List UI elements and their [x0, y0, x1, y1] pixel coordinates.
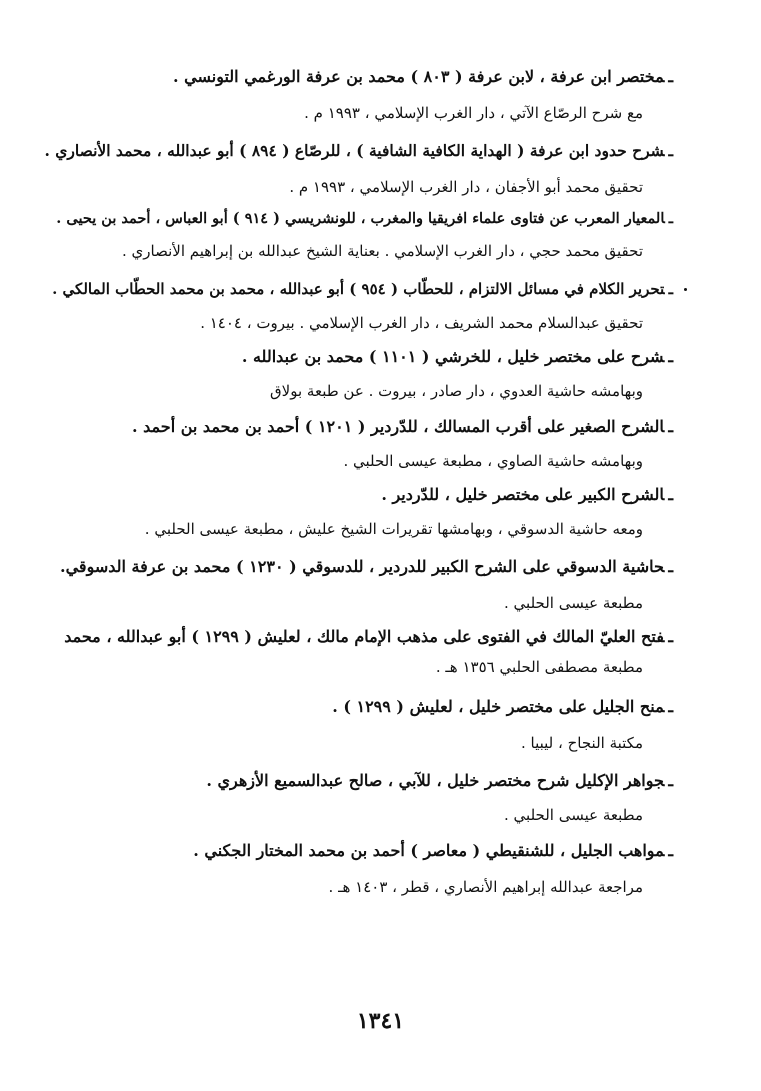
entry-11-title-line — [206, 770, 673, 792]
entry-title: منح الجليل على مختصر خليل ، لعليش ( ١٢٩٩ ) . — [332, 697, 665, 716]
entry-title: شرح على مختصر خليل ، للخرشي ( ١١٠١ ) محمد بن عبدالله . — [241, 347, 665, 366]
entry-4-title-line — [52, 278, 673, 300]
entry-title: شرح حدود ابن عرفة ( الهداية الكافية الشافية ) ، للرصّاع ( ٨٩٤ ) أبو عبدالله ، محمد الأنصاري . — [44, 141, 665, 160]
entry-bullet: ـ — [668, 771, 673, 790]
entry-5-title-line — [242, 346, 673, 368]
entry-7-title-line — [381, 484, 673, 506]
entry-6-title-line — [132, 416, 673, 438]
entry-11-note: مطبعة عيسى الحلبي . — [504, 806, 643, 824]
entry-12-title-line — [193, 840, 673, 862]
entry-title: مواهب الجليل ، للشنقيطي ( معاصر ) أحمد بن محمد المختار الجكني . — [193, 841, 665, 860]
entry-3-note: تحقيق محمد حجي ، دار الغرب الإسلامي . بعناية الشيخ عبدالله بن إبراهيم الأنصاري . — [122, 242, 643, 260]
entry-bullet: ـ — [668, 485, 673, 504]
entry-bullet: ـ — [668, 627, 673, 646]
entry-bullet: ـ — [668, 841, 673, 860]
entry-10-note: مكتبة النجاح ، ليبيا . — [520, 734, 643, 752]
entry-title: تحرير الكلام في مسائل الالتزام ، للحطّاب ( ٩٥٤ ) أبو عبدالله ، محمد بن محمد الحطّاب المالكي . — [52, 280, 665, 298]
entry-bullet: ـ — [668, 280, 673, 298]
entry-2-note: تحقيق محمد أبو الأجفان ، دار الغرب الإسلامي ، ١٩٩٣ م . — [289, 178, 643, 196]
entry-2-title-line — [45, 140, 674, 162]
entry-title: المعيار المعرب عن فتاوى علماء افريقيا والمغرب ، للونشريسي ( ٩١٤ ) أبو العباس ، أحمد بن يحيى . — [56, 210, 665, 227]
entry-title: جواهر الإكليل شرح مختصر خليل ، للآبي ، صالح عبدالسميع الأزهري . — [206, 771, 665, 790]
page-number: ١٣٤١ — [356, 1008, 405, 1034]
entry-bullet: ـ — [668, 697, 673, 716]
stray-mark — [684, 288, 687, 291]
entry-bullet: ـ — [668, 210, 673, 227]
entry-1-title-line — [173, 66, 673, 88]
entry-bullet: ـ — [668, 417, 673, 436]
entry-bullet: ـ — [668, 67, 673, 86]
entry-title: حاشية الدسوقي على الشرح الكبير للدردير ، للدسوقي ( ١٢٣٠ ) محمد بن عرفة الدسوقي. — [60, 557, 665, 576]
entry-title: الشرح الصغير على أقرب المسالك ، للدّردير ( ١٢٠١ ) أحمد بن محمد بن أحمد . — [132, 417, 665, 436]
entry-1-note: مع شرح الرصّاع الآتي ، دار الغرب الإسلامي ، ١٩٩٣ م . — [304, 104, 643, 122]
entry-8-note: مطبعة عيسى الحلبي . — [504, 594, 643, 612]
entry-bullet: ـ — [668, 347, 673, 366]
entry-12-note: مراجعة عبدالله إبراهيم الأنصاري ، قطر ، ١٤٠٣ هـ . — [328, 878, 643, 896]
entry-title: فتح العليّ المالك في الفتوى على مذهب الإمام مالك ، لعليش ( ١٢٩٩ ) أبو عبدالله ، محمد — [64, 627, 665, 646]
entry-title: الشرح الكبير على مختصر خليل ، للدّردير . — [381, 485, 665, 504]
entry-3-title-line — [56, 208, 673, 230]
entry-10-title-line — [332, 696, 673, 718]
entry-5-note: وبهامشه حاشية العدوي ، دار صادر ، بيروت . عن طبعة بولاق — [270, 382, 643, 400]
entry-9-note: مطبعة مصطفى الحلبي ١٣٥٦ هـ . — [435, 658, 643, 676]
entry-bullet: ـ — [668, 141, 673, 160]
entry-4-note: تحقيق عبدالسلام محمد الشريف ، دار الغرب الإسلامي . بيروت ، ١٤٠٤ . — [200, 314, 643, 332]
entry-6-note: وبهامشه حاشية الصاوي ، مطبعة عيسى الحلبي . — [343, 452, 643, 470]
entry-7-note: ومعه حاشية الدسوقي ، وبهامشها تقريرات الشيخ عليش ، مطبعة عيسى الحلبي . — [144, 520, 643, 538]
entry-8-title-line — [60, 556, 673, 578]
entry-bullet: ـ — [668, 557, 673, 576]
entry-9-title-line — [64, 626, 673, 648]
entry-title: مختصر ابن عرفة ، لابن عرفة ( ٨٠٣ ) محمد بن عرفة الورغمي التونسي . — [173, 67, 665, 86]
